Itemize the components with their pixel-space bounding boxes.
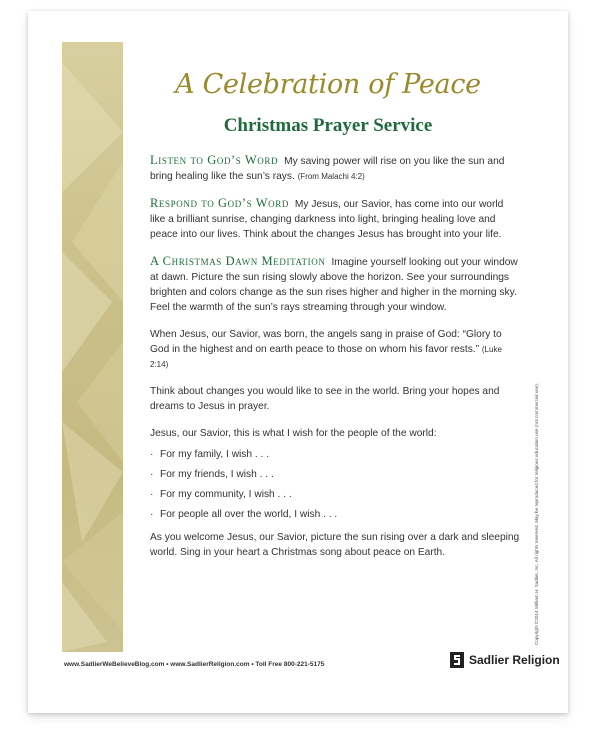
decorative-band bbox=[62, 42, 123, 652]
meditation-text: Imagine yourself looking out your window at dawn. Picture the sun rising slowly above the horizon. See your surroundings brighten and colors change as the sun rises higher and higher in the morning sky. Feel the warmth of the sun’s rays streaming through your window. bbox=[150, 257, 518, 313]
triangle-pattern-icon bbox=[62, 42, 123, 652]
list-item: · For my community, I wish . . . bbox=[150, 489, 292, 500]
handout-sheet bbox=[28, 11, 568, 713]
sadlier-s-icon bbox=[450, 652, 464, 668]
bullet-icon: · bbox=[150, 509, 154, 520]
luke-reference: (Luke 2:14) bbox=[150, 345, 502, 369]
copyright-notice: Copyright ©2014 William H. Sadlier, Inc. All rights reserved. May be reproduced for religious education use (not commercial use). bbox=[534, 382, 539, 645]
listen-text: My saving power will rise on you like the sun and bring healing like the sun’s rays. bbox=[150, 156, 505, 182]
meditation-para-4: Jesus, our Savior, this is what I wish for the people of the world: bbox=[150, 428, 437, 439]
sadlier-logo bbox=[450, 652, 560, 668]
list-item: · For people all over the world, I wish . . . bbox=[150, 509, 338, 520]
logo-text: Sadlier Religion bbox=[469, 653, 560, 667]
bullet-icon: · bbox=[150, 469, 154, 480]
respond-heading: Respond to God’s Word bbox=[150, 196, 289, 210]
listen-heading: Listen to God’s Word bbox=[150, 153, 279, 167]
bullet-icon: · bbox=[150, 449, 154, 460]
list-item: · For my family, I wish . . . bbox=[150, 449, 270, 460]
angels-text: When Jesus, our Savior, was born, the angels sang in praise of God: “Glory to God in the highest and on earth peace to those on whom his favor rests.” bbox=[150, 329, 502, 355]
list-item: · For my friends, I wish . . . bbox=[150, 469, 274, 480]
respond-text: My Jesus, our Savior, has come into our world like a brilliant sunrise, changing darkness into light, bringing healing love and peace into our lives. Think about the changes Jesus has brought into your life. bbox=[150, 199, 504, 240]
wish-list bbox=[150, 447, 520, 522]
closing-text: As you welcome Jesus, our Savior, picture the sun rising over a dark and sleeping world. Sing in your heart a Christmas song about peace on Earth. bbox=[150, 532, 520, 558]
listen-reference: (From Malachi 4:2) bbox=[297, 172, 365, 181]
listen-section bbox=[150, 153, 520, 184]
meditation-section bbox=[150, 254, 520, 315]
meditation-para-2 bbox=[150, 327, 520, 372]
meditation-heading: A Christmas Dawn Meditation bbox=[150, 254, 326, 268]
page-title: A Celebration of Peace bbox=[175, 69, 481, 100]
respond-section bbox=[150, 196, 520, 242]
meditation-para-3: Think about changes you would like to see in the world. Bring your hopes and dreams to Jesus in prayer. bbox=[150, 386, 500, 412]
footer-links: www.SadlierWeBelieveBlog.com • www.SadlierReligion.com • Toll Free 800-221-5175 bbox=[64, 661, 325, 668]
prayer-content bbox=[150, 153, 520, 572]
page-subtitle: Christmas Prayer Service bbox=[223, 115, 433, 136]
bullet-icon: · bbox=[150, 489, 154, 500]
